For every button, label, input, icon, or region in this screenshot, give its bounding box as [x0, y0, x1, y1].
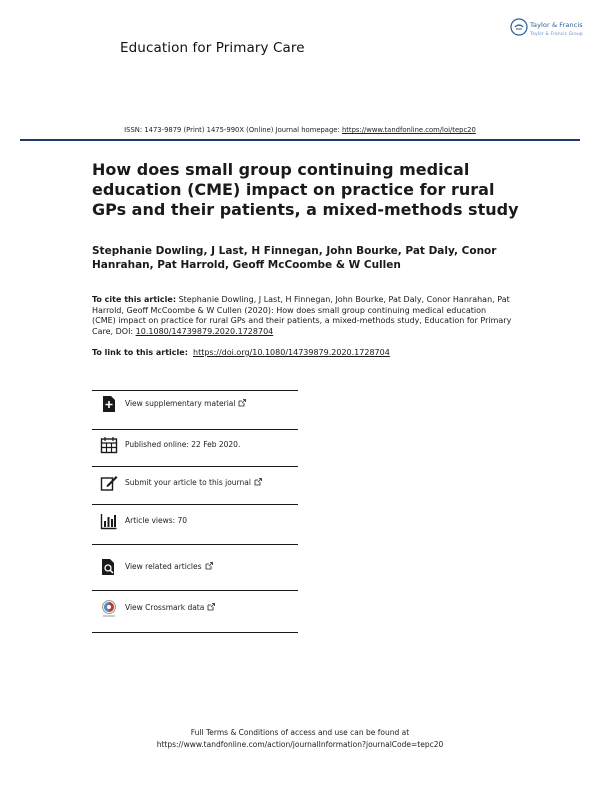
- article-authors: Stephanie Dowling, J Last, H Finnegan, John Bourke, Pat Daly, Conor Hanrahan, Pat Harrold, Geoff McCoombe & W Cullen: [92, 245, 497, 271]
- add-document-icon: [100, 395, 118, 413]
- item-rule: [92, 390, 298, 391]
- item-rule: [92, 590, 298, 591]
- citation-text: Stephanie Dowling, J Last, H Finnegan, John Bourke, Pat Daly, Conor Hanrahan, Pat Harrold, Geoff McCoombe & W Cullen (2020): How does small group continuing medical education (CME) impact on practice for rural GPs and their patients, a mixed-methods study, Education for Primary Care, DOI:: [92, 295, 512, 336]
- item-rule: [92, 429, 298, 430]
- item-rule: [92, 504, 298, 505]
- calendar-icon: [100, 436, 118, 454]
- edit-icon: [100, 474, 118, 492]
- item-label: View supplementary material: [125, 399, 236, 408]
- footer-terms-text: Full Terms & Conditions of access and use can be found at: [190, 728, 410, 737]
- journal-title: Education for Primary Care: [120, 40, 305, 56]
- publisher-logo: [510, 17, 582, 39]
- item-label: Published online: 22 Feb 2020.: [125, 440, 241, 449]
- publisher-logo-text: Taylor & Francis Taylor & Francis Group: [530, 21, 583, 37]
- external-link-icon: [205, 562, 213, 570]
- journal-homepage-link[interactable]: https://www.tandfonline.com/loi/tepc20: [341, 126, 476, 134]
- view-related-articles-item[interactable]: [100, 558, 300, 578]
- article-views-item: [100, 512, 300, 532]
- header-rule: [20, 139, 580, 141]
- item-label: View Crossmark data: [125, 603, 205, 612]
- external-link-icon: [207, 603, 215, 611]
- item-rule: [92, 632, 298, 633]
- article-link-label: To link to this article:: [92, 348, 188, 357]
- article-doi-link[interactable]: https://doi.org/10.1080/14739879.2020.1728704: [193, 348, 390, 357]
- external-link-icon: [254, 478, 262, 486]
- item-rule: [92, 544, 298, 545]
- issn-line: [0, 126, 600, 134]
- item-label: Article views: 70: [125, 516, 188, 525]
- citation-doi-link[interactable]: 10.1080/14739879.2020.1728704: [135, 326, 274, 336]
- article-link-block: [92, 348, 512, 357]
- item-rule: [92, 466, 298, 467]
- citation-block: [92, 295, 512, 337]
- related-articles-search-icon: [100, 558, 118, 576]
- item-label: Submit your article to this journal: [125, 478, 251, 487]
- view-supplementary-material-item[interactable]: [100, 395, 300, 415]
- submit-article-item[interactable]: [100, 474, 300, 494]
- footer-terms-link[interactable]: https://www.tandfonline.com/action/journalInformation?journalCode=tepc20: [156, 740, 444, 749]
- view-crossmark-data-item[interactable]: [100, 599, 300, 619]
- item-label: View related articles: [125, 562, 202, 571]
- citation-label: To cite this article:: [92, 295, 177, 304]
- bar-chart-icon: [100, 512, 118, 530]
- issn-text: ISSN: 1473-9879 (Print) 1475-990X (Online) Journal homepage:: [124, 126, 342, 134]
- published-online-item: [100, 436, 300, 456]
- article-title: How does small group continuing medical education (CME) impact on practice for rural GPs and their patients, a mixed-methods study: [92, 160, 519, 219]
- crossmark-icon: [100, 599, 118, 617]
- external-link-icon: [238, 399, 246, 407]
- publisher-logo-icon: [510, 18, 528, 36]
